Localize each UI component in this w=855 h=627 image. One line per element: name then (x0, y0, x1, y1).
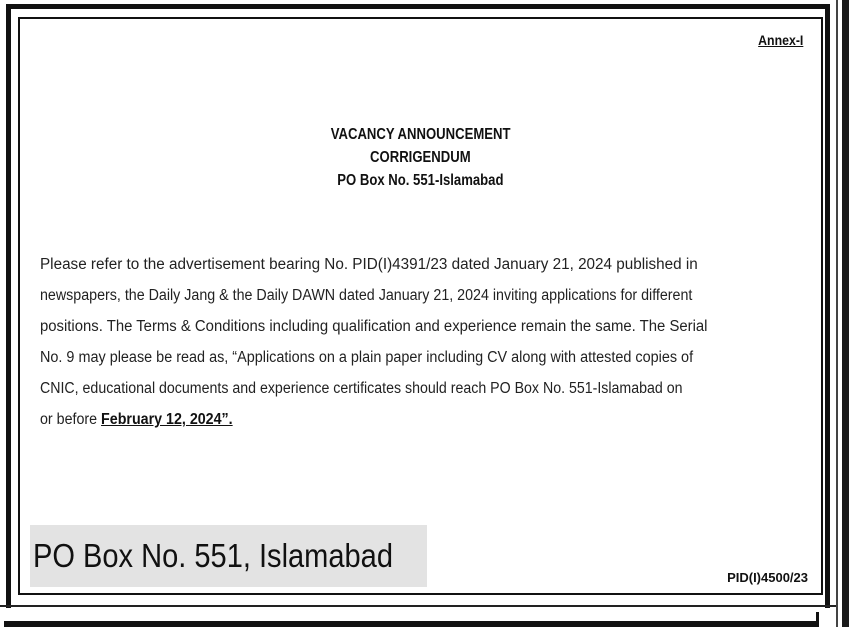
page-edge-bar (842, 0, 849, 627)
body-line: positions. The Terms & Conditions including qualification and experience remain the same. The Serial (40, 318, 708, 335)
bottom-cap (816, 612, 819, 627)
deadline-date: February 12, 2024”. (101, 411, 233, 428)
last-line-prefix: or before (40, 411, 102, 428)
po-box-heading: PO Box No. 551-Islamabad (337, 172, 504, 189)
corrigendum-subtitle: CORRIGENDUM (370, 149, 471, 166)
body-paragraph (40, 249, 830, 435)
annex-label: Annex-I (757, 32, 803, 48)
reference-code: PID(I)4500/23 (727, 570, 808, 585)
body-line: newspapers, the Daily Jang & the Daily DAWN dated January 21, 2024 inviting applications for different (40, 287, 693, 304)
address-text: PO Box No. 551, Islamabad (33, 537, 393, 574)
bottom-rule (0, 605, 836, 607)
page-edge-rule (836, 0, 838, 627)
heading-block (20, 123, 821, 192)
body-line-last (40, 404, 767, 435)
advertisement-box (18, 17, 823, 595)
bottom-bar (4, 621, 816, 627)
body-line: No. 9 may please be read as, “Applications on a plain paper including CV along with attested copies of (40, 349, 694, 366)
body-line: CNIC, educational documents and experience certificates should reach PO Box No. 551-Islamabad on (40, 380, 683, 397)
body-line: Please refer to the advertisement bearing No. PID(I)4391/23 dated January 21, 2024 published in (40, 256, 698, 273)
address-highlight (30, 525, 427, 587)
announcement-title: VACANCY ANNOUNCEMENT (330, 126, 511, 143)
